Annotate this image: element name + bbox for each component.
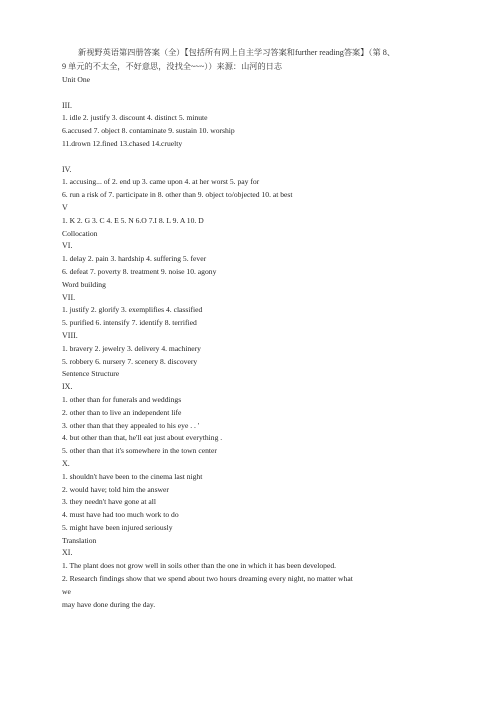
answer-line: 1. accusing... of 2. end up 3. came upon 4. at her worst 5. pay for <box>62 177 260 187</box>
unit-heading: Unit One <box>62 75 91 84</box>
answer-line: 5. purified 6. intensify 7. identify 8. terrified <box>62 318 197 328</box>
section-heading: III. <box>62 100 72 110</box>
answer-line: Word building <box>62 279 106 289</box>
section-heading: IV. <box>62 164 72 174</box>
answer-line: 1. delay 2. pain 3. hardship 4. suffering 5. fever <box>62 254 207 264</box>
answer-line: 2. would have; told him the answer <box>62 484 169 494</box>
answer-line: 5. might have been injured seriously <box>62 522 173 532</box>
answer-line: Translation <box>62 535 97 545</box>
blank-line <box>62 87 482 100</box>
answer-line: Collocation <box>62 228 98 238</box>
section-heading: VI. <box>62 241 73 251</box>
section-heading: XI. <box>62 548 73 558</box>
answer-body <box>62 74 482 611</box>
answer-blocks <box>62 87 482 612</box>
answer-line: 1. justify 2. glorify 3. exemplifies 4. classified <box>62 305 203 315</box>
title-line-1: 新视野英语第四册答案（全）【包括所有网上自主学习答案和further reading答案】（第 8、 <box>78 48 396 57</box>
section-heading: X. <box>62 458 70 468</box>
document-title <box>62 46 462 74</box>
answer-line: 1. K 2. G 3. C 4. E 5. N 6.O 7.I 8. L 9. A 10. D <box>62 215 204 225</box>
answer-line: 4. must have had too much work to do <box>62 510 179 520</box>
answer-line: may have done during the day. <box>62 599 156 609</box>
answer-line: 5. other than that it's somewhere in the town center <box>62 446 217 456</box>
answer-line: 5. robbery 6. nursery 7. scenery 8. discovery <box>62 356 198 366</box>
answer-line: 6. defeat 7. poverty 8. treatment 9. noise 10. agony <box>62 266 217 276</box>
answer-line: 1. idle 2. justify 3. discount 4. distinct 5. minute <box>62 113 208 123</box>
answer-line: 1. other than for funerals and weddings <box>62 394 182 404</box>
answer-line: 4. but other than that, he'll eat just about everything . <box>62 433 223 443</box>
blank-line <box>62 151 482 164</box>
section-heading: VII. <box>62 292 76 302</box>
answer-line: 2. other than to live an independent life <box>62 407 182 417</box>
answer-line: 3. they needn't have gone at all <box>62 497 156 507</box>
answer-line: 11.drown 12.fined 13.chased 14.cruelty <box>62 138 183 148</box>
answer-line: 6. run a risk of 7. participate in 8. other than 9. object to/objected 10. at best <box>62 190 293 200</box>
answer-line: 6.accused 7. object 8. contaminate 9. sustain 10. worship <box>62 126 235 136</box>
title-line-2: 9 单元的不太全，不好意思，没找全~~~））来源：山河的日志 <box>62 62 283 71</box>
answer-line: we <box>62 586 71 596</box>
section-heading: VIII. <box>62 330 78 340</box>
section-heading: IX. <box>62 382 73 392</box>
answer-line: 3. other than that they appealed to his eye . . ' <box>62 420 200 430</box>
answer-line: 1. bravery 2. jewelry 3. delivery 4. machinery <box>62 343 201 353</box>
answer-line: 1. The plant does not grow well in soils other than the one in which it has been developed. <box>62 561 337 571</box>
answer-line: Sentence Structure <box>62 369 120 379</box>
answer-line: 1. shouldn't have been to the cinema last night <box>62 471 203 481</box>
answer-line: 2. Research findings show that we spend about two hours dreaming every night, no matter what <box>62 574 353 584</box>
section-heading: V <box>62 202 68 212</box>
